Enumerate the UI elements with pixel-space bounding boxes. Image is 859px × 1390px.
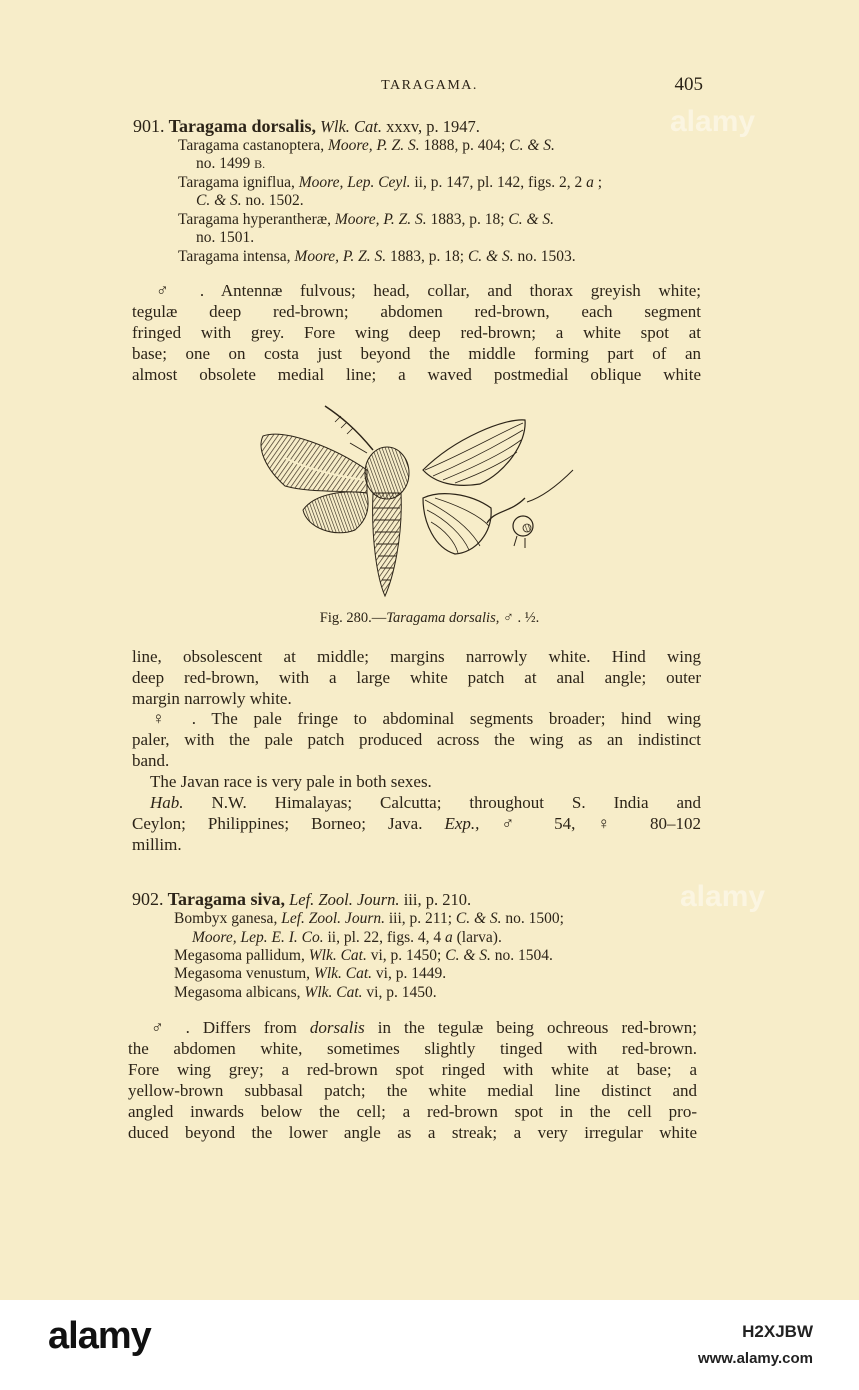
entry-number: 902. bbox=[132, 889, 164, 909]
synonym-line: Megasoma pallidum, Wlk. Cat. vi, p. 1450; C. & S. no. 1504. bbox=[174, 947, 553, 964]
habitat-line: millim. bbox=[132, 835, 182, 854]
description-line: The Javan race is very pale in both sexes. bbox=[150, 772, 432, 791]
description-line: tegulæ deep red-brown; abdomen red-brown, each segment bbox=[132, 302, 701, 321]
description-line: fringed with grey. Fore wing deep red-brown; a white spot at bbox=[132, 323, 701, 342]
description-line: ♂ . Antennæ fulvous; head, collar, and thorax greyish white; bbox=[156, 281, 701, 300]
habitat-line: Ceylon; Philippines; Borneo; Java. Exp., ♂ 54, ♀ 80–102 bbox=[132, 814, 701, 833]
synonym-line: no. 1499 B. bbox=[196, 155, 266, 172]
description-line: ♀ . The pale fringe to abdominal segments broader; hind wing bbox=[152, 709, 701, 728]
synonym-line: Bombyx ganesa, Lef. Zool. Journ. iii, p. 211; C. & S. no. 1500; bbox=[174, 910, 564, 927]
entry-901-heading bbox=[133, 116, 480, 137]
description-line: margin narrowly white. bbox=[132, 689, 292, 708]
watermark-overlay: alamy bbox=[680, 880, 766, 913]
description-line: angled inwards below the cell; a red-brown spot in the cell pro- bbox=[128, 1102, 697, 1121]
description-line: Fore wing grey; a red-brown spot ringed with white at base; a bbox=[128, 1060, 697, 1079]
entry-902-heading bbox=[132, 889, 471, 910]
description-line: ♂ . Differs from dorsalis in the tegulæ being ochreous red-brown; bbox=[151, 1018, 697, 1037]
description-line: paler, with the pale patch produced across the wing as an indistinct bbox=[132, 730, 701, 749]
figure-caption: Fig. 280.—Taragama dorsalis, ♂ . ½. bbox=[319, 610, 540, 626]
synonym-line: Taragama igniflua, Moore, Lep. Ceyl. ii, p. 147, pl. 142, figs. 2, 2 a ; bbox=[178, 174, 603, 191]
species-name: Taragama siva, bbox=[167, 889, 285, 909]
running-title: TARAGAMA. bbox=[381, 78, 478, 93]
description-line: the abdomen white, sometimes slightly tinged with red-brown. bbox=[128, 1039, 697, 1058]
watermark-url: www.alamy.com bbox=[697, 1350, 813, 1367]
description-line: almost obsolete medial line; a waved postmedial oblique white bbox=[132, 365, 701, 384]
image-id: H2XJBW bbox=[742, 1322, 813, 1341]
entry-number: 901. bbox=[133, 116, 165, 136]
page-number: 405 bbox=[674, 74, 703, 95]
moth-illustration bbox=[255, 398, 585, 603]
habitat-line: Hab. N.W. Himalayas; Calcutta; throughout S. India and bbox=[150, 793, 701, 812]
synonym-line: C. & S. no. 1502. bbox=[196, 192, 304, 209]
synonym-line: no. 1501. bbox=[196, 229, 255, 246]
synonym-line: Taragama hyperantheræ, Moore, P. Z. S. 1883, p. 18; C. & S. bbox=[178, 211, 555, 228]
citation-detail: xxxv, p. 1947. bbox=[386, 117, 480, 136]
description-line: band. bbox=[132, 751, 170, 770]
watermark-overlay: alamy bbox=[670, 105, 756, 138]
alamy-logo: alamy bbox=[48, 1315, 151, 1357]
synonym-line: Moore, Lep. E. I. Co. ii, pl. 22, figs. 4, 4 a (larva). bbox=[192, 929, 502, 946]
synonym-line: Taragama castanoptera, Moore, P. Z. S. 1888, p. 404; C. & S. bbox=[178, 137, 555, 154]
citation-source: Wlk. Cat. bbox=[320, 117, 382, 136]
description-line: yellow-brown subbasal patch; the white medial line distinct and bbox=[128, 1081, 697, 1100]
synonym-line: Taragama intensa, Moore, P. Z. S. 1883, p. 18; C. & S. no. 1503. bbox=[178, 248, 576, 265]
description-line: base; one on costa just beyond the middle forming part of an bbox=[132, 344, 701, 363]
species-name: Taragama dorsalis, bbox=[168, 116, 316, 136]
description-line: duced beyond the lower angle as a streak; a very irregular white bbox=[128, 1123, 697, 1142]
description-line: deep red-brown, with a large white patch at anal angle; outer bbox=[132, 668, 701, 687]
citation-detail: iii, p. 210. bbox=[403, 890, 472, 909]
description-line: line, obsolescent at middle; margins narrowly white. Hind wing bbox=[132, 647, 701, 666]
synonym-line: Megasoma albicans, Wlk. Cat. vi, p. 1450. bbox=[174, 984, 437, 1001]
citation-source: Lef. Zool. Journ. bbox=[289, 890, 400, 909]
synonym-line: Megasoma venustum, Wlk. Cat. vi, p. 1449. bbox=[174, 965, 447, 982]
